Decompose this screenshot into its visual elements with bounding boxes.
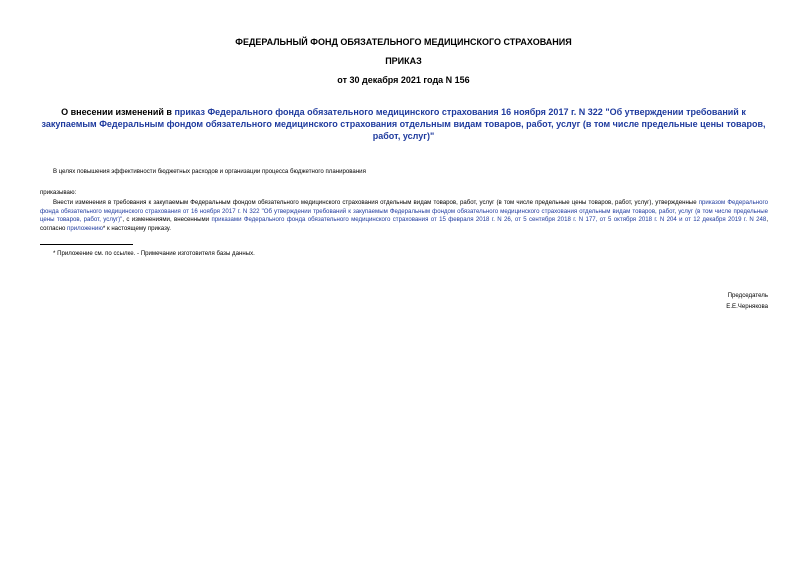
amending-orders-link[interactable]: приказами Федерального фонда обязательного медицинского страхования от 15 февраля 2018 г. N 26, от 5 сентября 2018 г. N 177, от 5 октября 2018 г. N 204 и от 12 декабря 2019 г. N 248	[211, 216, 767, 224]
document-date-number: от 30 декабря 2021 года N 156	[337, 75, 470, 85]
main-paragraph-mid2: , согласно	[40, 216, 769, 232]
footnote-text: * Приложение см. по ссылке. - Примечание изготовителя базы данных.	[53, 250, 255, 257]
main-paragraph-mid: , с изменениями, внесенными	[122, 216, 212, 224]
appendix-link[interactable]: приложению	[67, 224, 103, 232]
intro-paragraph: В целях повышения эффективности бюджетных расходов и организации процесса бюджетного планирования	[53, 168, 366, 175]
signatory-position: Председатель	[727, 292, 768, 299]
title-order-link[interactable]: приказ Федерального фонда обязательного медицинского страхования 16 ноября 2017 г. N 322 "Об утверждении требований к закупаемым Федеральным фондом обязательного медицинского страхования отдельным видам товаров, работ, услуг (в том числе предельные цены товаров, работ, услуг)"	[41, 107, 766, 141]
document-title	[40, 106, 767, 142]
document-type-heading: ПРИКАЗ	[385, 56, 422, 66]
order-322-link[interactable]: приказом Федерального фонда обязательного медицинского страхования от 16 ноября 2017 г. N 322 "Об утверждении требований к закупаемым Федеральным фондом обязательного медицинского страхования отдельным видам товаров, работ, услуг (в том числе предельные цены товаров, работ, услуг)"	[40, 199, 768, 224]
decree-word: приказываю:	[40, 189, 77, 196]
main-paragraph-end: * к настоящему приказу.	[102, 224, 171, 232]
main-paragraph	[40, 199, 768, 233]
signatory-name: Е.Е.Чернякова	[726, 303, 768, 310]
main-paragraph-start: Внести изменения в требования к закупаемым Федеральным фондом обязательного медицинского страхования отдельным видам товаров, работ, услуг (в том числе предельные цены товаров, работ, услуг), утвержденные	[53, 199, 699, 206]
title-prefix: О внесении изменений в	[61, 107, 175, 117]
footnote-divider	[40, 244, 133, 245]
organization-heading: ФЕДЕРАЛЬНЫЙ ФОНД ОБЯЗАТЕЛЬНОГО МЕДИЦИНСКОГО СТРАХОВАНИЯ	[235, 37, 572, 47]
